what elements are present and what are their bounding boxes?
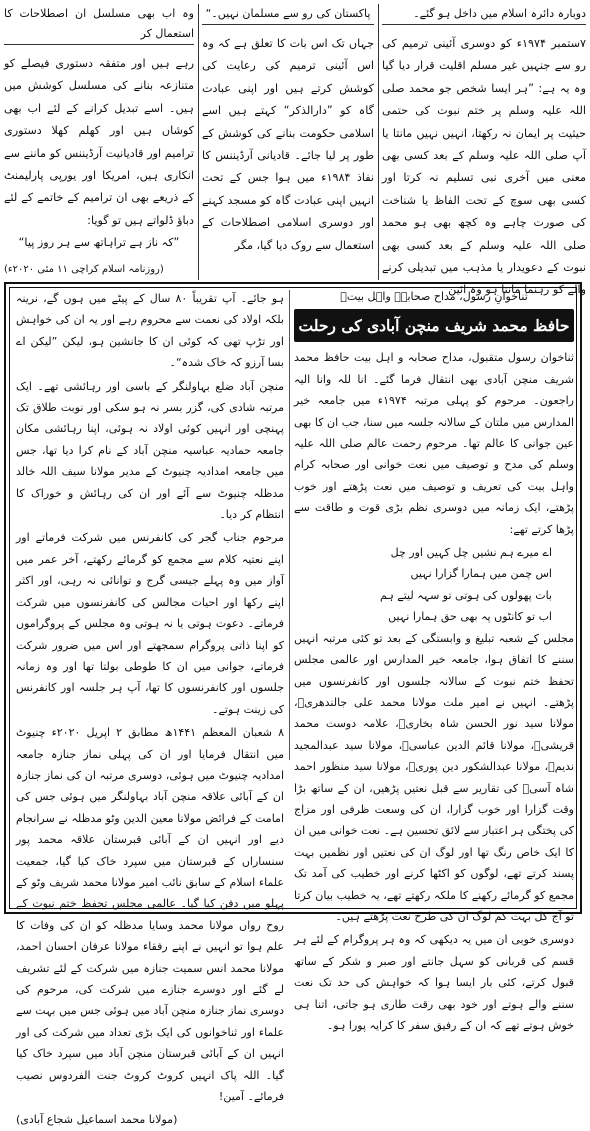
article-paragraph: مرحوم جناب گجر کی کانفرنس میں شرکت فرماتے اور اپنے نعتیہ کلام سے مجمع کو گرمائے رکھتے، آخر عمر میں آواز میں وہ پہلے جیسی گرج و توانائی نہ رہی، اور اکثر اپنے رکھا اور احیات مجالس کی کانفرنسوں میں شرکت فرماتے۔ دعوت ہوتی یا نہ ہوتی وہ مجلس کے پروگراموں کو اپنا ذاتی پروگرام سمجھتے اور اس میں ضرور شرکت فرماتے، جوانی میں ان کا طوطی بولتا تھا اور وہ زمانہ جلسوں اور کانفرنسوں کا تھا، آپ ہر جلسہ اور کانفرنس کی زینت ہوتے۔ xyxy=(16,531,284,716)
column-right-text: ۷ستمبر ۱۹۷۴ء کو دوسری آئینی ترمیم کی رو سے جنہیں غیر مسلم اقلیت قرار دیا گیا وہ یہ ہے: ”ہر ایسا شخص جو محمد صلی اللہ علیہ وسلم پر ختم نبوت کی حتمی حیثیت پر ایمان نہ رکھتا، انہیں نہیں مانتا یا آپ صلی اللہ علیہ وسلم کے بعد کسی بھی معنی میں آخری نبی تسلیم نہ کرتا اور کسی بھی سوچ کے تحت الفاظ یا شناخت کی صورت چاہے وہ کچھ بھی ہو محمد صلی اللہ علیہ وسلم کے بعد کسی بھی نبوت کے دعویدار یا مذہب میں تبدیلی کرنے والے کو رہنما مانتا ہو وہ آئین xyxy=(382,37,586,297)
verse-line: بات پھولوں کی ہوتی تو سہہ لیتے ہم xyxy=(380,588,552,602)
article-kicker: ثناخوانِ رسول، مداح صحابہؓ واہل بیتؓ xyxy=(340,290,528,303)
article-left-column xyxy=(16,288,284,1131)
column-divider xyxy=(198,4,199,280)
column-middle xyxy=(202,4,374,280)
article-right-column xyxy=(294,288,574,1038)
article-title: حافظ محمد شریف منچن آبادی کی رحلت xyxy=(294,309,574,342)
column-left-text: رہے ہیں اور متفقہ دستوری فیصلے کو متنازعہ بنانے کی مسلسل کوشش میں ہیں۔ اسے تبدیل کرانے کے لئے اب بھی کوشاں ہیں اور کھلم کھلا دستوری ترامیم اور قادیانیت آرڈیننس کو ماننے سے انکاری ہیں، امریکا اور یورپی پارلیمنٹ کے ذریعے بھی ان ترامیم کے خاتمے کے لئے دباؤ ڈلواتے ہیں تو گویا: xyxy=(4,57,194,227)
column-divider xyxy=(378,4,379,280)
source-citation: (روزنامہ اسلام کراچی ۱۱ مئی ۲۰۲۰ء) xyxy=(4,263,164,275)
article-paragraph: دوسری خوبی ان میں یہ دیکھی کہ وہ ہر پروگرام کے لئے ہر قسم کی قربانی کو سہل جانتے اور صبر و شکر کے ساتھ قبول کرتے، کئی بار ایسا ہوا کہ خواہش کی حد تک نعت سننے والے ہوتے اور خود بھی رقت طاری ہو جاتی، اتنا ہی خوش ہوتے تھے کہ ان کے رفیق سفر کا کرایہ پورا ہو۔ xyxy=(294,933,574,1032)
verse-line: اب تو کانٹوں پہ بھی حق ہمارا نہیں xyxy=(388,610,552,624)
poem-verses xyxy=(294,542,574,628)
verse-line: اے میرے ہم نشیں چل کہیں اور چل xyxy=(390,546,552,560)
article-paragraph: ہو جائے۔ آپ تقریباً ۸۰ سال کے پیٹے میں ہوں گے، نرینہ بلکہ اولاد کی نعمت سے محروم رہے اور یہ ان کی خواہش اور تڑپ تھی کہ کوئی ان کا جانشین ہو، لیکن ”لیکن اے بسا آرزو کہ خاک شدہ“۔ xyxy=(16,292,284,370)
article-paragraph: مجلس کے شعبہ تبلیغ و وابستگی کے بعد تو کئی مرتبہ انہیں سننے کا اتفاق ہوا، جامعہ خیر المدارس اور عالمی مجلس تحفظ ختم نبوت کے سالانہ جلسوں اور کانفرنسوں میں پڑھتے۔ انہیں نے امیر ملت مولانا محمد علی جالندھریؒ، مولانا سید نور الحسن شاہ بخاریؒ، علامہ دوست محمد قریشیؒ، مولانا قائم الدین عباسیؒ، مولانا سید عبدالمجید ندیمؒ، مولانا عبدالشکور دین پوریؒ، مولانا سید منظور احمد شاہ آسیؒ کی تقاریر سے قبل نعتیں پڑھیں، ان کے ساتھ بڑا وقت گزارا اور خوب گزارا، ان کی وسعت ظرفی اور مزاج کی پختگی ہر اعتبار سے لائق تحسین ہے۔ نعت خوانی میں ان کا ایک خاص رنگ تھا اور لوگ ان کی نعتیں اور نظمیں بہت پسند کرتے تھے، لوگوں کو اکٹھا کرنے اور خطیب کی آمد تک مجمع کو گرمائے رکھنے کا ملکہ رکھتے تھے، یہ خطیب بیان کرتا تو آج کل بہت کم لوگ ان کی طرح نعت پڑھتے ہیں۔ xyxy=(294,631,574,923)
column-middle-header: پاکستان کی رو سے مسلمان نہیں۔“ xyxy=(202,4,374,25)
column-left xyxy=(4,4,194,280)
article-paragraph: ثناخوان رسول متقبول، مداح صحابہ و اہل بیت حافظ محمد شریف منچن آبادی بھی انتقال فرما گئے۔ انا للہ وانا الیہ راجعون۔ مرحوم کو پہلی مرتبہ ۱۹۷۴ء میں جامعہ خیر المدارس میں ملتان کے سالانہ جلسہ میں سنا، جب ان کا بھی عین جوانی کا عالم تھا۔ مرحوم رحمت عالم صلی اللہ علیہ وسلم کی مدح و توصیف میں نعت خوانی اور صحابہ کرام واہل بیت کی تعریف و توصیف میں نعت پڑھتے اور خوب پڑھتے، ایک زمانہ میں دوسری نظم بڑی قوت و طاقت سے پڑھا کرتے تھے: xyxy=(294,351,574,536)
verse-line: اس چمن میں ہمارا گزارا نہیں xyxy=(410,567,552,581)
obituary-article-frame xyxy=(4,282,582,1127)
article-paragraph: ۸ شعبان المعظم ۱۴۴۱ھ مطابق ۲ اپریل ۲۰۲۰ء چنیوٹ میں انتقال فرمایا اور ان کی پہلی نماز جنازہ جامعہ امدادیہ چنیوٹ میں ہوئی، دوسری مرتبہ ان کی نماز جنازہ ان کے آبائی علاقہ منچن آباد بہاولنگر میں ہوئی جس کی امامت کے فرائض مولانا معین الدین وٹو مدظلہ نے سرانجام دیے اور انہیں ان کے آبائی قبرستان علاقہ محمد پور سنساراں کے قبرستان میں سپرد خاک کیا گیا، جمعیت علماء اسلام کے سابق نائب امیر مولانا محمد شریف وٹو کے پہلو میں دفن کیا گیا۔ عالمی مجلس تحفظ ختم نبوت کے روح رواں مولانا محمد وسایا مدظلہ کو ان کی وفات کا علم ہوا تو انہیں نے اپنے رفقاء مولانا عرفان احسان احمد، مولانا محمد انس سمیت جنازہ میں شرکت کے لئے تشریف لے گئے اور دوسرے جنازے میں شرکت کی، مرحوم کی دوسری نماز جنازہ منچن آباد میں ہوئی جس میں بہت سے علماء اور ثناخوانوں کی ایک بڑی تعداد میں شرکت کی اور انہیں ان کے آبائی قبرستان منچن آباد میں سپرد خاک کیا گیا۔ اللہ پاک انہیں کروٹ کروٹ جنت الفردوس نصیب فرمائے۔ آمین! xyxy=(16,726,284,1104)
article-column-divider xyxy=(289,290,290,760)
column-left-header: وہ اب بھی مسلسل ان اصطلاحات کا استعمال کر xyxy=(4,4,194,45)
column-right xyxy=(382,4,586,297)
column-middle-text: جہاں تک اس بات کا تعلق ہے کہ وہ اس آئینی ترمیم کی رعایت کی کوشش کرتے ہیں اور اپنی عبادت گاہ کو ”دارالذکر“ کہتے ہیں اسے اسلامی حکومت بنانے کی کوشش کے طور پر لیا جائے۔ قادیانی آرڈیننس کا نفاذ ۱۹۸۴ء میں ہوا جس کے تحت انہیں اپنی عبادت گاہ کو مسجد کہنے اور دوسری اسلامی اصطلاحات کے استعمال سے روک دیا گیا، مگر xyxy=(202,37,374,252)
author-signature: (مولانا محمد اسماعیل شجاع آبادی) xyxy=(16,1113,178,1127)
article-paragraph: منچن آباد ضلع بہاولنگر کے باسی اور رہائشی تھے۔ ایک مرتبہ شادی کی، گزر بسر نہ ہو سکی اور نوبت طلاق تک پہنچی اور انہیں کوئی اولاد نہ ہوئی، اپنا رہائشی مکان جامعہ حمادیہ عباسیہ منچن آباد کے نام کرا دیا تھا، جس میں جامعہ امدادیہ چنیوٹ کے مدیر مولانا سیف اللہ خالد مدظلہ چنیوٹ سے آئے اور ان کی رہائش و خوراک کا انتظام کر دیا۔ xyxy=(16,379,284,522)
column-left-quote: ”کہ ناز ہے تراہاتھ سے ہر روز پیا“ xyxy=(18,236,180,250)
column-right-header: دوبارہ دائرہ اسلام میں داخل ہو گئے۔ xyxy=(382,4,586,25)
